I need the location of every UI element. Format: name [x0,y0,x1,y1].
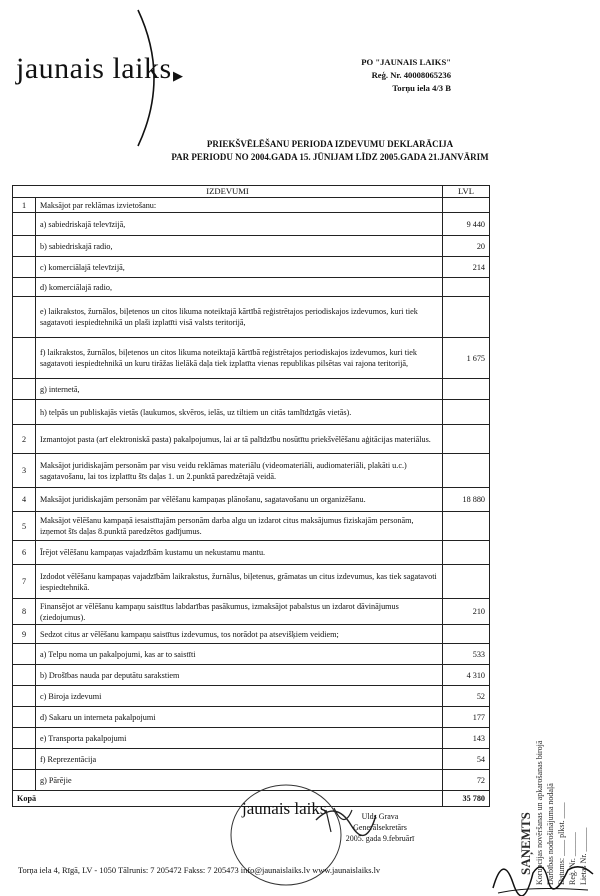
row-value [443,541,490,565]
stamp-line3: Datums: ____ plkst. ____ [557,802,566,885]
row-description: e) Transporta pakalpojumi [36,728,443,749]
table-row [13,488,490,512]
row-description: d) komerciālajā radio, [36,278,443,297]
row-value: 9 440 [443,213,490,236]
row-value [443,425,490,454]
signature-date: 2005. gada 9.februārī [345,834,415,843]
table-row [13,236,490,257]
row-value: 210 [443,599,490,625]
row-description: a) Telpu noma un pakalpojumi, kas ar to saistīti [36,644,443,665]
row-number [13,770,36,791]
row-number [13,749,36,770]
table-row [13,728,490,749]
stamp-line5: Lietas Nr. ______ [579,827,588,885]
row-number: 6 [13,541,36,565]
row-value [443,278,490,297]
row-description: e) laikrakstos, žurnālos, biļetenos un citos likuma noteiktajā kārtībā reģistrētajos periodiskajos izdevumos, kuri tiek sagatavoti iespiedtehnikā un plaši izplatīti visā valsts teritorijā, [36,297,443,338]
row-number [13,707,36,728]
row-value [443,379,490,400]
row-value: 214 [443,257,490,278]
row-value [443,198,490,213]
table-row [13,454,490,488]
row-number [13,400,36,425]
row-description: b) sabiedriskajā radio, [36,236,443,257]
row-number [13,644,36,665]
row-description: h) telpās un publiskajās vietās (laukumos, skvēros, ielās, uz tiltiem un citās tamlīdzīgās vietās). [36,400,443,425]
row-description: Maksājot juridiskajām personām par vēlēšanu kampaņas plānošanu, sagatavošanu un organizēšanu. [36,488,443,512]
row-number: 1 [13,198,36,213]
footer-contacts: Torņa iela 4, Rīgā, LV - 1050 Tālrunis: 7 205472 Fakss: 7 205473 info@jaunaislaiks.lv www.jaunaislaiks.lv [18,866,381,875]
row-value [443,565,490,599]
header-lvl: LVL [443,186,490,198]
table-row [13,644,490,665]
org-block [325,56,451,95]
row-number: 5 [13,512,36,541]
table-row [13,338,490,379]
row-description: Maksājot vēlēšanu kampaņā iesaistītajām personām darba algu un izdarot citus maksājumus fiziskajām personām, izņemot šīs daļas 8.punktā paredzētos gadījumus. [36,512,443,541]
document-title-line2: PAR PERIODU NO 2004.GADA 15. JŪNIJAM LĪDZ 2005.GADA 21.JANVĀRIM [171,152,489,162]
table-row [13,297,490,338]
row-number [13,278,36,297]
row-number [13,379,36,400]
expenses-table [12,185,490,807]
row-description: f) Reprezentācija [36,749,443,770]
row-description: Sedzot citus ar vēlēšanu kampaņu saistītus izdevumus, tos norādot pa atsevišķiem veidiem; [36,625,443,644]
table-row [13,707,490,728]
table-row [13,425,490,454]
row-description: Īrējot vēlēšanu kampaņas vajadzībām kustamu un nekustamu mantu. [36,541,443,565]
org-name: PO "JAUNAIS LAIKS" [361,57,451,67]
row-description: Maksājot juridiskajām personām par visu veidu reklāmas materiālu (videomateriāli, audiomateriāli, plakāti u.c.) sagatavošanu, lai tos izplatītu šīs daļas 1. un 2.punktā paredzētajā veidā. [36,454,443,488]
table-row [13,213,490,236]
row-number [13,257,36,278]
row-description: Izmantojot pasta (arī elektroniskā pasta) pakalpojumus, lai ar tā palīdzību nosūtītu priekšvēlēšanu aģitācijas materiālus. [36,425,443,454]
row-value: 4 310 [443,665,490,686]
header-izdevumi: IZDEVUMI [13,186,443,198]
row-description: d) Sakaru un interneta pakalpojumi [36,707,443,728]
stamp-title: SAŅEMTS [518,812,533,875]
table-row [13,541,490,565]
row-value [443,400,490,425]
row-description: g) Pārējie [36,770,443,791]
row-number [13,665,36,686]
row-value [443,297,490,338]
row-description: Finansējot ar vēlēšanu kampaņu saistītus labdarības pasākumus, izmaksājot pabalstus un izdarot dāvinājumus (ziedojumus). [36,599,443,625]
row-number: 4 [13,488,36,512]
stamp-line4: Reģ. Nr. ______ [568,832,577,885]
logo-text: jaunais laiks [16,52,172,85]
signature-block [340,811,420,844]
table-row [13,400,490,425]
org-reg-nr: Reģ. Nr. 40008065236 [371,70,451,80]
org-address: Torņu iela 4/3 B [392,83,451,93]
row-value: 177 [443,707,490,728]
signer-position: Ģenerālsekretārs [353,823,407,832]
row-value: 143 [443,728,490,749]
row-value: 18 880 [443,488,490,512]
row-number: 3 [13,454,36,488]
row-number: 2 [13,425,36,454]
row-number [13,297,36,338]
row-number [13,728,36,749]
row-description: g) internetā, [36,379,443,400]
row-description: b) Drošības nauda par deputātu sarakstiem [36,665,443,686]
table-row [13,665,490,686]
row-value: 52 [443,686,490,707]
row-description: c) komerciālajā televīzijā, [36,257,443,278]
table-row [13,257,490,278]
row-description: a) sabiedriskajā televīzijā, [36,213,443,236]
signer-name: Ulds Grava [361,812,399,821]
row-value: 20 [443,236,490,257]
row-number: 8 [13,599,36,625]
logo-arc-icon [118,8,178,148]
row-description: Maksājot par reklāmas izvietošanu: [36,198,443,213]
row-value [443,625,490,644]
table-row [13,565,490,599]
row-description: c) Biroja izdevumi [36,686,443,707]
table-row [13,625,490,644]
stamp-line2: Darbības nodrošinājuma nodaļā [546,783,555,885]
row-value [443,512,490,541]
table-row [13,278,490,297]
row-number [13,338,36,379]
document-title-line1: PRIEKŠVĒLĒŠANU PERIODA IZDEVUMU DEKLARĀCIJA [206,139,454,149]
row-number: 7 [13,565,36,599]
row-value [443,454,490,488]
row-value: 54 [443,749,490,770]
row-value: 1 675 [443,338,490,379]
table-row [13,686,490,707]
table-header-row [13,186,490,198]
table-row [13,379,490,400]
signature-logo-text: jaunais laiks [242,799,327,818]
row-number [13,213,36,236]
row-number: 9 [13,625,36,644]
row-number [13,236,36,257]
row-description: Izdodot vēlēšanu kampaņas vajadzībām laikrakstus, žurnālus, biļetenus, grāmatas un citus izdevumus, kas tiek sagatavoti iespiedtehnikā. [36,565,443,599]
stamp-line1: Korupcijas novēršanas un apkarošanas birojā [535,740,544,885]
table-row [13,198,490,213]
table-row [13,749,490,770]
table-row [13,512,490,541]
row-value: 533 [443,644,490,665]
row-number [13,686,36,707]
total-value: 35 780 [443,791,490,807]
row-description: f) laikrakstos, žurnālos, biļetenos un citos likuma noteiktajā kārtībā reģistrētajos periodiskajos izdevumos, kuri tiek sagatavoti iespiedtehnikā un kuru tirāžas lielākā daļa tiek izplatīta vienas republikas pilsētas vai rajona teritorijā, [36,338,443,379]
total-label: Kopā [13,791,443,807]
row-value: 72 [443,770,490,791]
arrow-right-icon: ▶ [173,68,183,83]
handwritten-signature-icon [488,848,598,896]
table-row [13,599,490,625]
